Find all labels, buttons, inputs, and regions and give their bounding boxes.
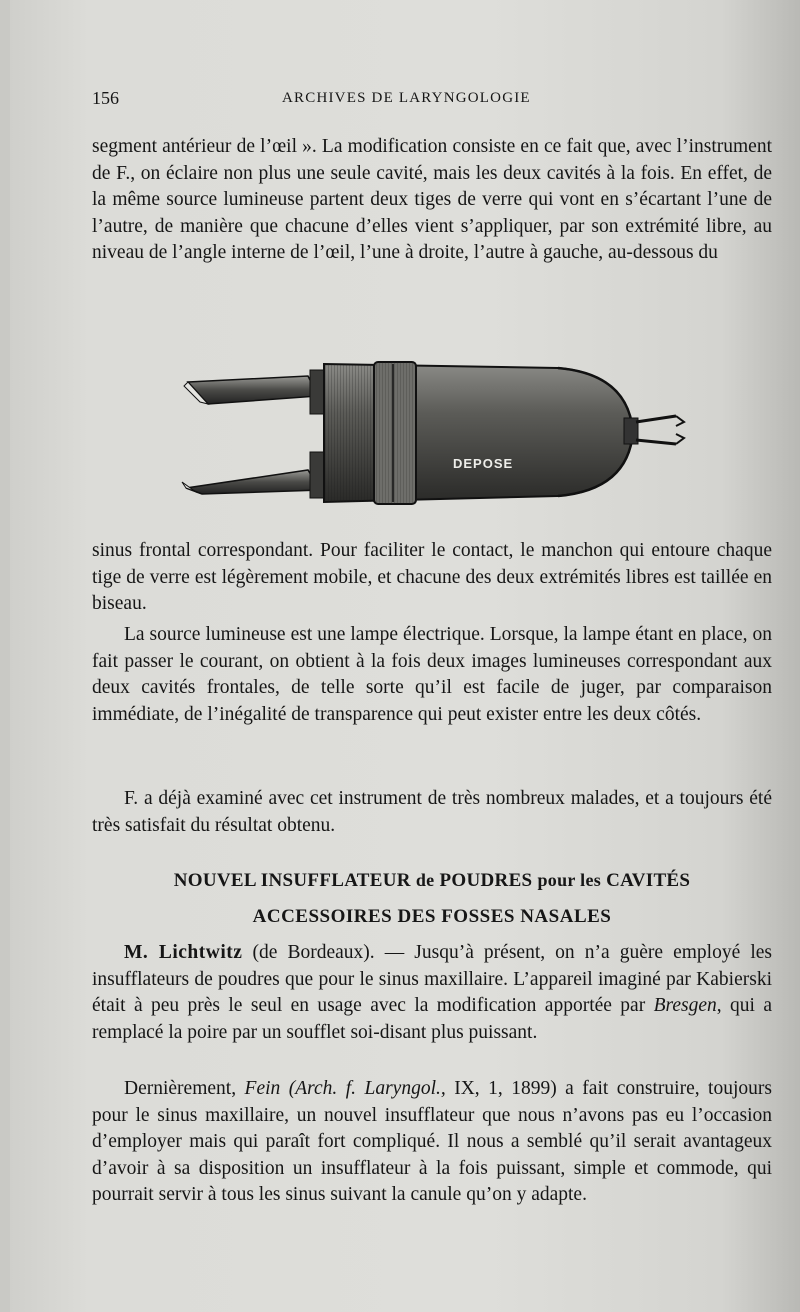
paragraph-3: La source lumineuse est une lampe électrique. Lorsque, la lampe étant en place, on fait passer le courant, on obtient à la fois deux images lumineuses correspondant aux deux cavités frontales, de telle sorte qu’il est facile de juger, par comparaison immédiate, de l’inégalité de transparence qui peut exister entre les deux côtés.	[92, 624, 772, 725]
upper-glass-rod	[184, 376, 318, 404]
electric-wires	[624, 416, 684, 444]
diaphanoscope-illustration	[178, 352, 698, 512]
citation: Fein (Arch. f. Laryngol.,	[244, 1078, 446, 1099]
lamp-body	[324, 362, 633, 504]
paragraph-1: segment antérieur de l’œil ». La modification consiste en ce fait que, avec l’instrument de F., on éclaire non plus une seule cavité, mais les deux cavités à la fois. En effet, de la même source lumineuse partent deux tiges de verre qui vont en s’écartant l’une de l’autre, de manière que chacune d’elles vient s’appliquer, par son extrémité libre, au niveau de l’angle interne de l’œil, l’une à droite, l’autre à gauche, au-dessous du	[92, 136, 772, 263]
deposé-stamp: DEPOSE	[453, 456, 514, 471]
running-title: ARCHIVES DE LARYNGOLOGIE	[282, 90, 531, 106]
paragraph-4: F. a déjà examiné avec cet instrument de très nombreux malades, et a toujours été très satisfait du résultat obtenu.	[92, 788, 772, 836]
section-title-line-1: NOUVEL INSUFFLATEUR de POUDRES pour les CAVITÉS	[173, 870, 691, 891]
paragraph-2: sinus frontal correspondant. Pour faciliter le contact, le manchon qui entoure chaque tige de verre est légèrement mobile, et chacune des deux extrémités libres est taillée en biseau.	[92, 540, 772, 614]
paragraph-5: M. Lichtwitz (de Bordeaux). — Jusqu’à présent, on n’a guère employé les insufflateurs de poudres que pour le sinus maxillaire. L’appareil imaginé par Kabierski était à peu près le seul en usage avec la modification apportée par Bresgen, qui a remplacé la poire par un soufflet soi-disant plus puissant.	[92, 942, 772, 1043]
paragraph-6: Dernièrement, Fein (Arch. f. Laryngol., IX, 1, 1899) a fait construire, toujours pour le sinus maxillaire, un nouvel insufflateur que nous n’avons pas eu l’occasion d’employer mais qui paraît fort compliqué. Il nous a semblé qu’il serait avantageux d’avoir à sa disposition un insufflateur à la fois puissant, simple et commode, qui pourrait servir à tous les sinus suivant la canule qu’on y adapte.	[92, 1078, 772, 1205]
book-page	[10, 0, 800, 1312]
page-number: 156	[92, 88, 119, 108]
author-name: M. Lichtwitz	[124, 942, 243, 963]
lower-glass-rod	[182, 470, 320, 494]
section-title-line-2: ACCESSOIRES DES FOSSES NASALES	[252, 906, 612, 927]
page-header	[92, 88, 772, 112]
